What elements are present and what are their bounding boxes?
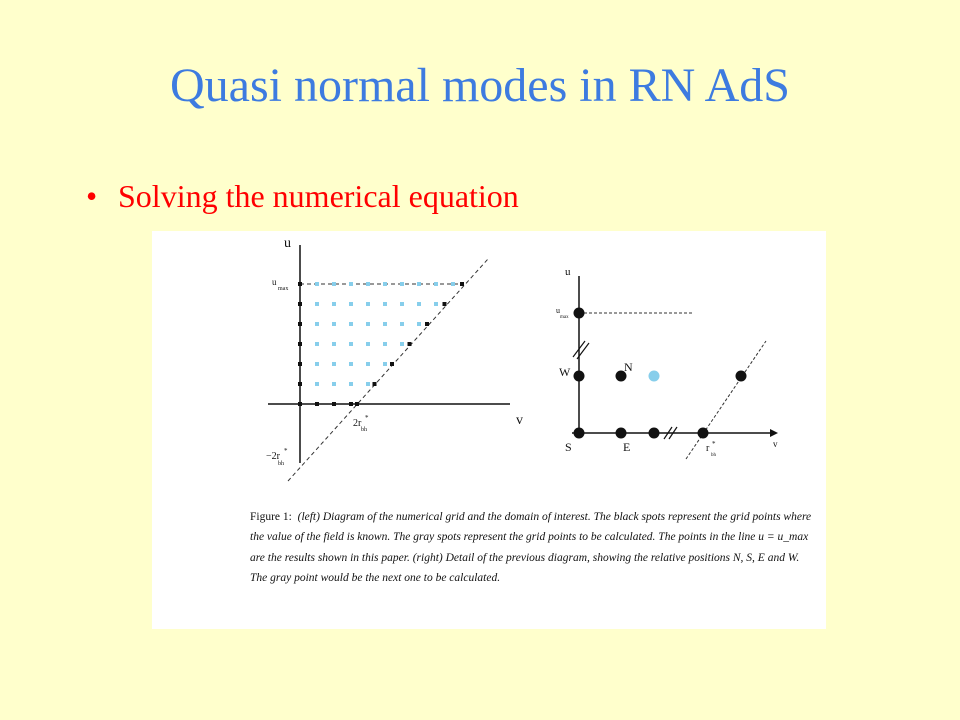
left-umax-label: [272, 277, 288, 292]
point-gray-next: [649, 371, 660, 382]
right-u-axis-label: u: [565, 266, 571, 278]
uncalculated-grid-spot: [417, 302, 421, 306]
known-grid-spot: [315, 402, 319, 406]
known-grid-spot: [298, 322, 302, 326]
uncalculated-grid-spot: [366, 322, 370, 326]
uncalculated-grid-spot: [349, 302, 353, 306]
known-grid-spot: [349, 402, 353, 406]
known-grid-spot: [298, 382, 302, 386]
uncalculated-grid-spot: [349, 382, 353, 386]
known-grid-spot: [408, 342, 412, 346]
uncalculated-grid-spot: [315, 342, 319, 346]
uncalculated-grid-spot: [349, 362, 353, 366]
known-grid-spot: [425, 322, 429, 326]
svg-text:−2r: −2r: [266, 451, 280, 462]
right-v-arrow-icon: [770, 429, 778, 437]
label-N: N: [624, 360, 633, 374]
svg-text:2r: 2r: [353, 418, 362, 429]
uncalculated-grid-spot: [315, 362, 319, 366]
uncalculated-grid-spot: [434, 282, 438, 286]
known-grid-spot: [443, 302, 447, 306]
left-diagram: [266, 236, 523, 481]
known-grid-spot: [298, 282, 302, 286]
point-S: [574, 428, 585, 439]
uncalculated-grid-spot: [417, 282, 421, 286]
uncalculated-grid-spot: [434, 302, 438, 306]
slide-title: Quasi normal modes in RN AdS: [170, 59, 790, 112]
bullet-text: Solving the numerical equation: [118, 178, 519, 214]
uncalculated-grid-spot: [349, 342, 353, 346]
uncalculated-grid-spot: [383, 282, 387, 286]
point-E: [616, 428, 627, 439]
bullet-dot: •: [86, 178, 98, 214]
point-diagonal: [736, 371, 747, 382]
svg-text:u: u: [272, 277, 277, 287]
uncalculated-grid-spot: [451, 282, 455, 286]
uncalculated-grid-spot: [383, 342, 387, 346]
uncalculated-grid-spot: [332, 362, 336, 366]
right-diagonal-line: [686, 341, 766, 459]
label-W: W: [559, 365, 571, 379]
svg-text:*: *: [712, 440, 716, 448]
right-r-bh-label: [706, 440, 717, 458]
left-neg2r-label: [266, 447, 288, 467]
uncalculated-grid-spot: [332, 342, 336, 346]
uncalculated-grid-spot: [400, 342, 404, 346]
point-W: [574, 371, 585, 382]
left-diagonal-line: [288, 259, 488, 481]
known-grid-spot: [298, 362, 302, 366]
right-umax-label: [556, 306, 569, 320]
svg-text:u: u: [556, 306, 560, 315]
point-v-mid: [649, 428, 660, 439]
point-r-bh: [698, 428, 709, 439]
uncalculated-grid-spot: [366, 302, 370, 306]
right-diagram: [556, 266, 778, 459]
uncalculated-grid-spot: [315, 302, 319, 306]
figure-image: [152, 231, 826, 629]
uncalculated-grid-spot: [349, 322, 353, 326]
known-grid-spot: [390, 362, 394, 366]
uncalculated-grid-spot: [332, 382, 336, 386]
left-u-axis-label: u: [284, 236, 291, 251]
uncalculated-grid-spot: [366, 342, 370, 346]
uncalculated-grid-spot: [417, 322, 421, 326]
uncalculated-grid-spot: [383, 302, 387, 306]
uncalculated-grid-spot: [383, 362, 387, 366]
known-grid-spot: [298, 302, 302, 306]
uncalculated-grid-spot: [315, 382, 319, 386]
uncalculated-grid-spot: [400, 282, 404, 286]
svg-text:*: *: [365, 414, 369, 422]
svg-text:*: *: [284, 447, 288, 455]
right-v-axis-label: v: [773, 439, 778, 449]
caption-label: Figure 1:: [250, 511, 292, 523]
figure-caption: [250, 507, 816, 589]
uncalculated-grid-spot: [366, 382, 370, 386]
uncalculated-grid-spot: [400, 322, 404, 326]
uncalculated-grid-spot: [315, 322, 319, 326]
label-S: S: [565, 440, 572, 454]
uncalculated-grid-spot: [332, 302, 336, 306]
uncalculated-grid-spot: [332, 282, 336, 286]
known-grid-spot: [298, 402, 302, 406]
svg-text:max: max: [560, 315, 569, 320]
label-E: E: [623, 440, 631, 454]
uncalculated-grid-spot: [366, 282, 370, 286]
known-grid-spot: [460, 282, 464, 286]
svg-text:bh: bh: [711, 453, 716, 458]
uncalculated-grid-spot: [383, 322, 387, 326]
svg-text:max: max: [278, 286, 289, 292]
uncalculated-grid-spot: [400, 302, 404, 306]
svg-text:bh: bh: [278, 461, 284, 467]
left-grid-spots: [298, 282, 464, 406]
svg-text:bh: bh: [361, 427, 367, 433]
left-v-axis-label: v: [516, 413, 523, 428]
uncalculated-grid-spot: [332, 322, 336, 326]
known-grid-spot: [373, 382, 377, 386]
bullet-item: [86, 178, 519, 215]
svg-text:r: r: [706, 443, 710, 454]
known-grid-spot: [355, 402, 359, 406]
known-grid-spot: [332, 402, 336, 406]
right-umax-point: [574, 308, 585, 319]
known-grid-spot: [298, 342, 302, 346]
left-2r-label: [353, 414, 369, 433]
uncalculated-grid-spot: [315, 282, 319, 286]
uncalculated-grid-spot: [349, 282, 353, 286]
caption-text: (left) Diagram of the numerical grid and the domain of interest. The black spots represent the grid points where the value of the field is known. The gray spots represent the grid points to be calculated. The points in the line u = u_max are the results shown in this paper. (right) Detail of the previous diagram, showing the relative positions N, S, E and W. The gray point would be the next one to be calculated.: [250, 511, 812, 585]
uncalculated-grid-spot: [366, 362, 370, 366]
